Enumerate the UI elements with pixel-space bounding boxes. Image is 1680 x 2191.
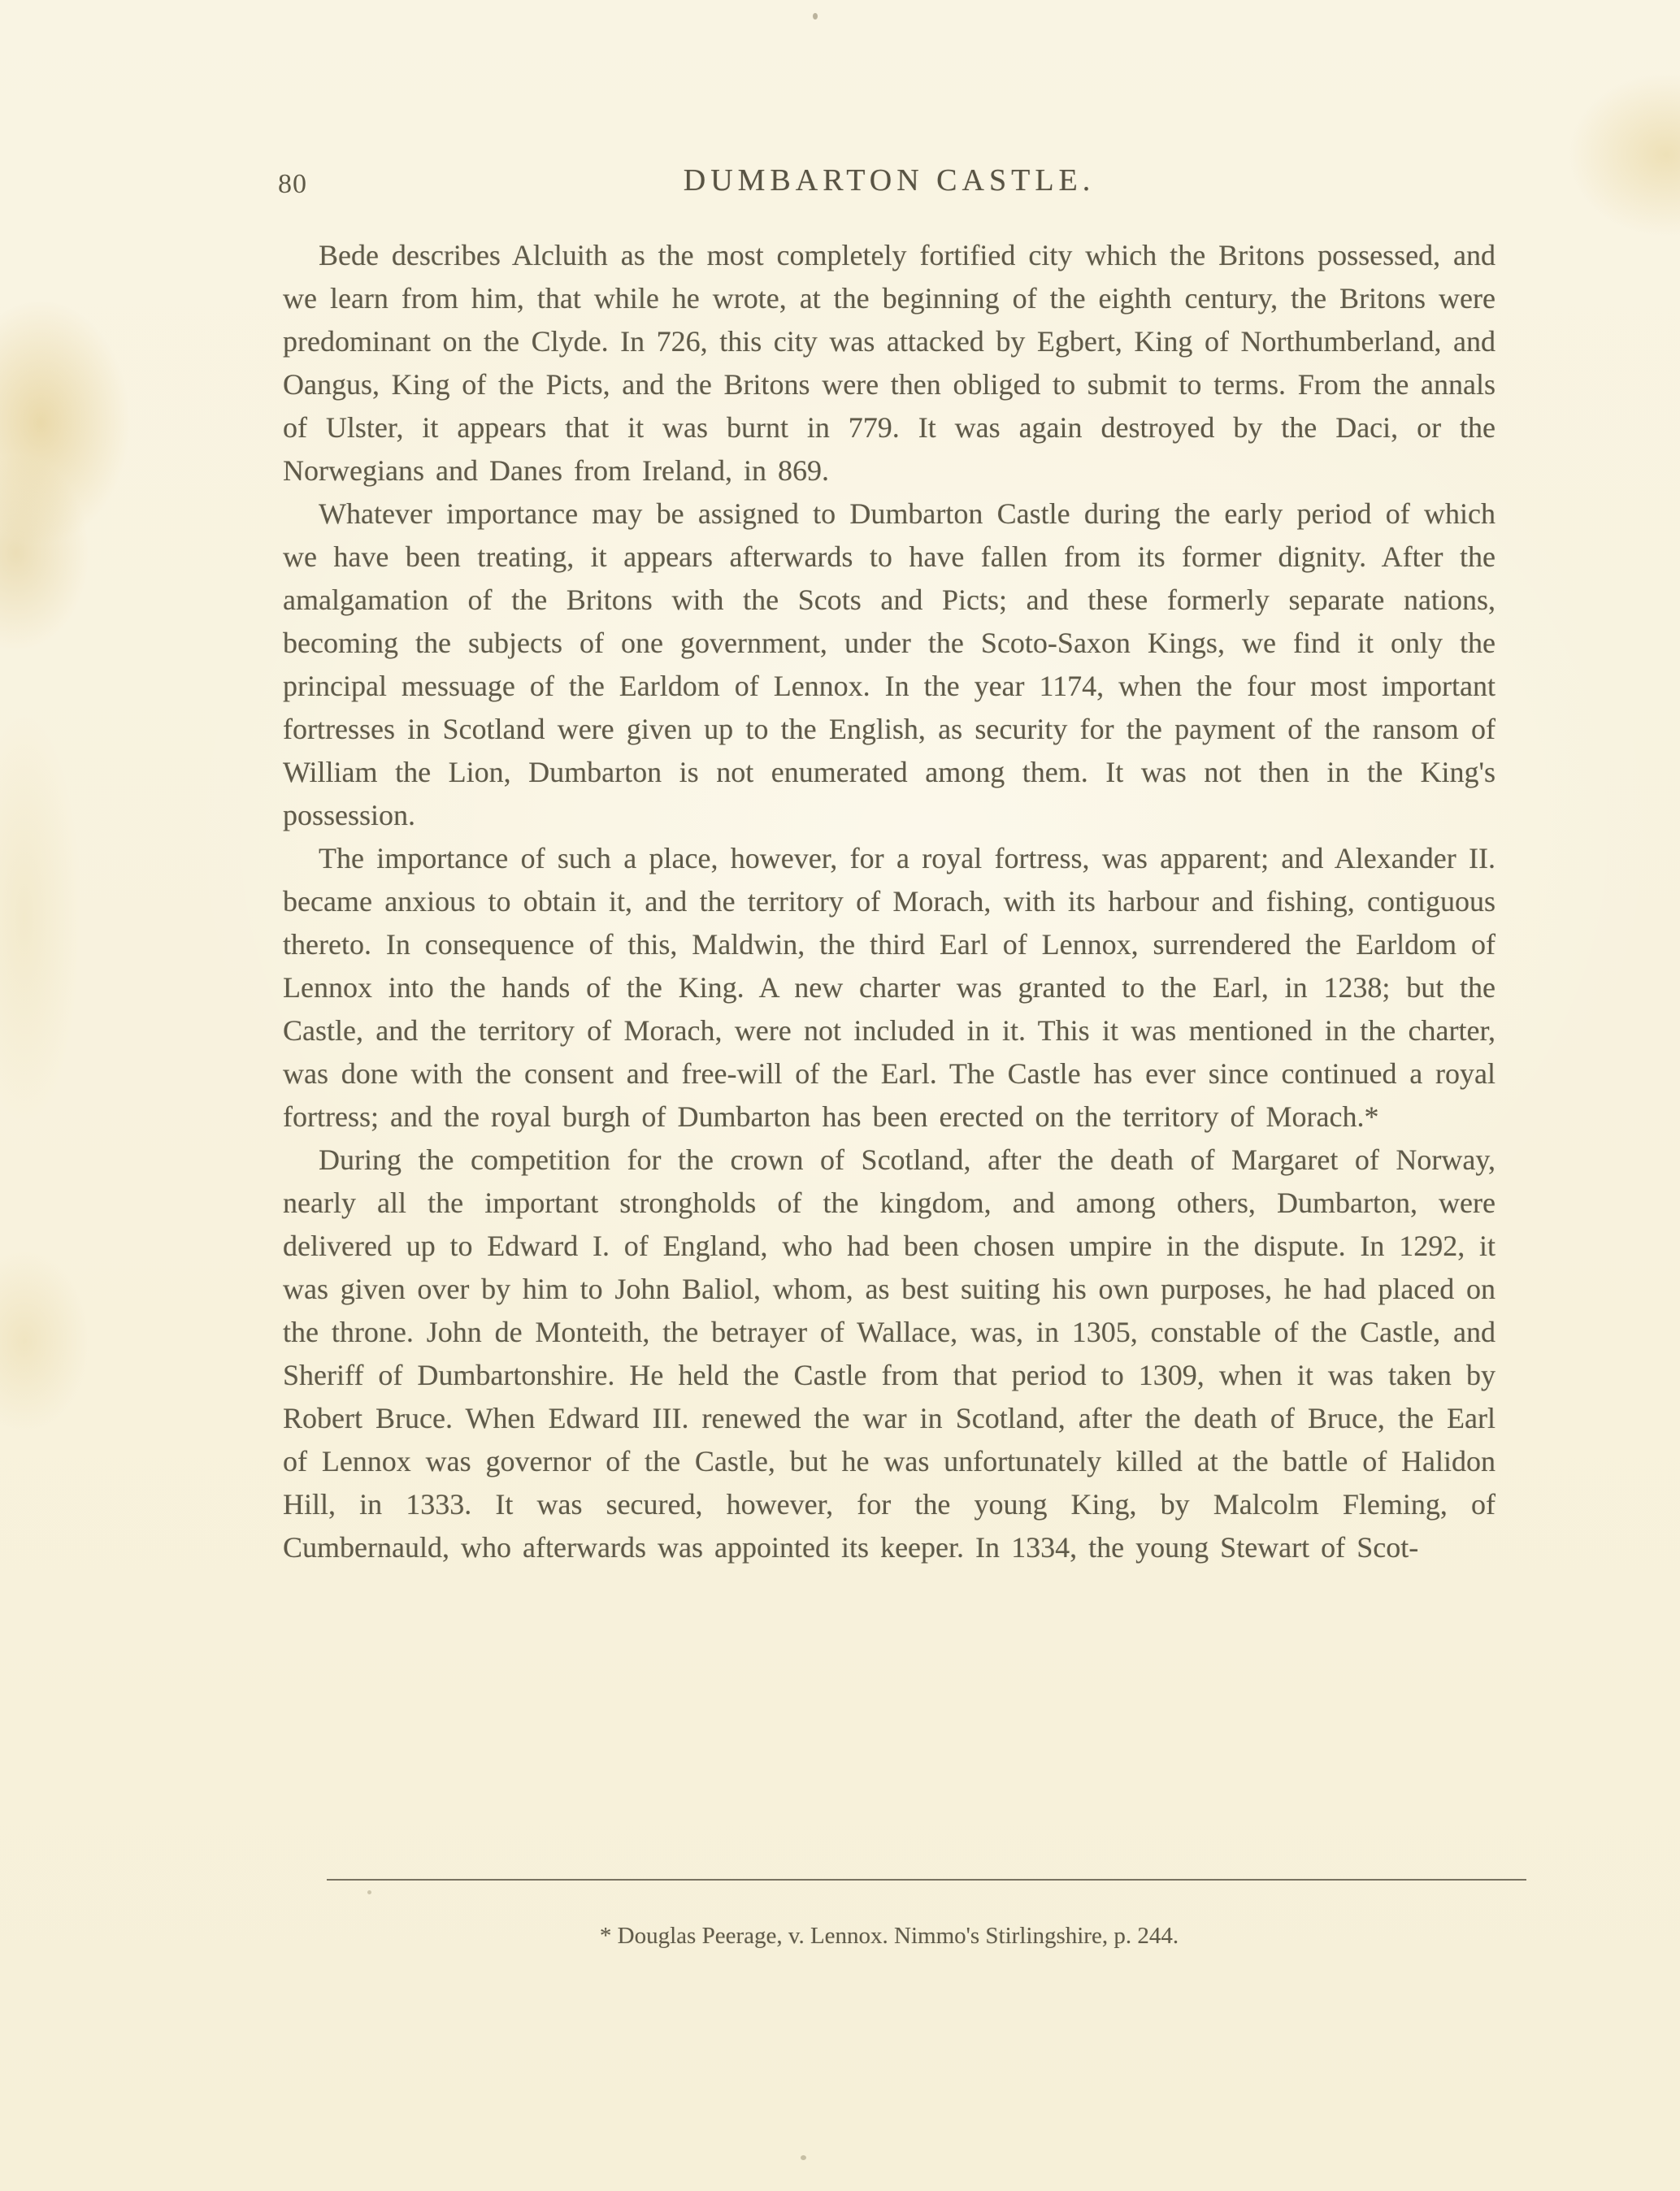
ink-speck: [801, 2155, 806, 2160]
paragraph-early-importance: Whatever importance may be assigned to Dumbarton Castle during the early period of which we have been treating, it appears afterwards to have fallen from its former dignity. After the amalgamation of the Britons with the Scots and Picts; and these formerly separate nations, becoming the subjects of one government, under the Scoto-Saxon Kings, we find it only the principal messuage of the Earldom of Lennox. In the year 1174, when the four most important fortresses in Scotland were given up to the English, as security for the payment of the ransom of William the Lion, Dumbarton is not enumerated among them. It was not then in the King's possession.: [283, 497, 1496, 831]
ink-speck: [813, 13, 818, 20]
running-title: DUMBARTON CASTLE.: [683, 163, 1096, 197]
paper-stain: [0, 301, 130, 544]
footnote: * Douglas Peerage, v. Lennox. Nimmo's Stirlingshire, p. 244.: [599, 1923, 1179, 1949]
page-header: [278, 163, 1496, 206]
paragraph-bede-alcluith: Bede describes Alcluith as the most completely fortified city which the Britons possessed, and we learn from him, that while he wrote, at the beginning of the eighth century, the Britons were predominant on the Clyde. In 726, this city was attacked by Egbert, King of Northumberland, and Oangus, King of the Picts, and the Britons were then obliged to submit to terms. From the annals of Ulster, it appears that it was burnt in 779. It was again destroyed by the Daci, or the Norwegians and Danes from Ireland, in 869.: [283, 239, 1496, 487]
paper-stain: [1569, 73, 1680, 236]
paragraph-crown-competition: During the competition for the crown of Scotland, after the death of Margaret of Norway, nearly all the important strongholds of the kingdom, and among others, Dumbarton, were delivered up to Edward I. of England, who had been chosen umpire in the dispute. In 1292, it was given over by him to John Baliol, whom, as best suiting his own purposes, he had placed on the throne. John de Monteith, the betrayer of Wallace, was, in 1305, constable of the Castle, and Sheriff of Dumbartonshire. He held the Castle from that period to 1309, when it was taken by Robert Bruce. When Edward III. renewed the war in Scotland, after the death of Bruce, the Earl of Lennox was governor of the Castle, but he was unfortunately killed at the battle of Halidon Hill, in 1333. It was secured, however, for the young King, by Malcolm Fleming, of Cumbernauld, who afterwards was appointed its keeper. In 1334, the young Stewart of Scot-: [283, 1143, 1496, 1564]
page-body: [283, 234, 1496, 1569]
ink-speck: [367, 1890, 371, 1894]
paper-stain: [0, 455, 89, 650]
paper-stain: [0, 715, 81, 1122]
page-number: 80: [278, 169, 307, 199]
footnote-divider: [327, 1879, 1526, 1881]
paragraph-royal-fortress: The importance of such a place, however, for a royal fortress, was apparent; and Alexander II. became anxious to obtain it, and the territory of Morach, with its harbour and fishing, contiguous thereto. In consequence of this, Maldwin, the third Earl of Lennox, surrendered the Earldom of Lennox into the hands of the King. A new charter was granted to the Earl, in 1238; but the Castle, and the territory of Morach, were not included in it. This it was mentioned in the charter, was done with the consent and free-will of the Earl. The Castle has ever since continued a royal fortress; and the royal burgh of Dumbarton has been erected on the territory of Morach.*: [283, 842, 1496, 1133]
paper-stain: [0, 1252, 89, 1430]
